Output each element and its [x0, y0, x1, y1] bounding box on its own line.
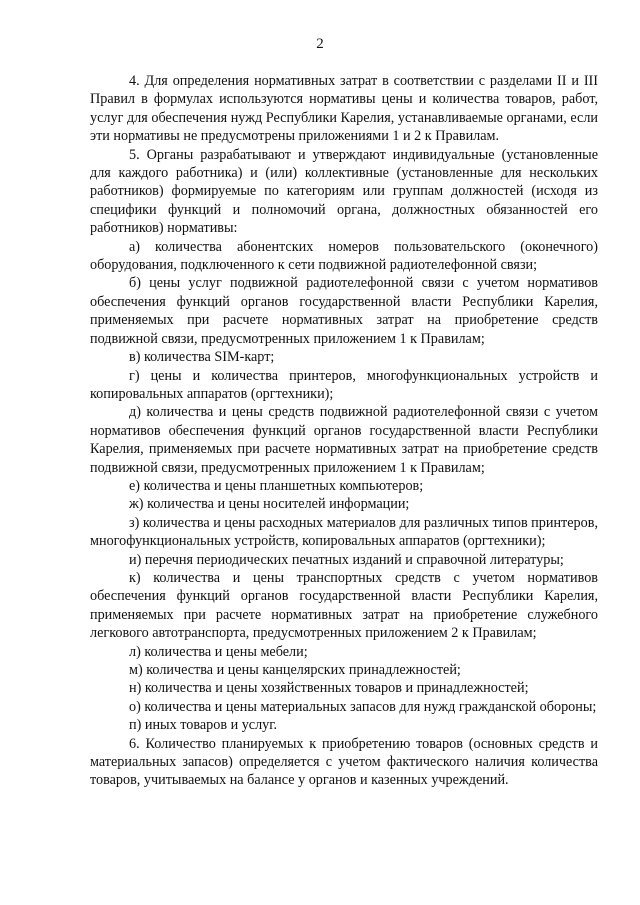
list-item-d: д) количества и цены средств подвижной радиотелефонной связи с учетом нормативов обеспечения функций органов государственной власти Республики Карелия, применяемых при расчете нормативных затрат на приобретение средств подвижной связи, предусмотренных приложением 1 к Правилам; [90, 404, 598, 476]
list-item-a: а) количества абонентских номеров пользовательского (оконечного) оборудования, подключенного к сети подвижной радиотелефонной связи; [90, 238, 598, 274]
list-item-i: и) перечня периодических печатных изданий и справочной литературы; [129, 551, 564, 568]
list-item-z: з) количества и цены расходных материалов для различных типов принтеров, многофункциональных устройств, копировальных аппаратов (оргтехники); [90, 514, 598, 550]
list-item-e: е) количества и цены планшетных компьютеров; [129, 477, 424, 494]
list-item-n: н) количества и цены хозяйственных товаров и принадлежностей; [129, 680, 529, 697]
paragraph-4: 4. Для определения нормативных затрат в соответствии с разделами II и III Правил в формулах используются нормативы цены и количества товаров, работ, услуг для обеспечения нужд Республики Карелия, устанавливаемые органами, если эти нормативы не предусмотрены приложениями 1 и 2 к Правилам. [90, 73, 598, 145]
paragraph-5: 5. Органы разрабатывают и утверждают индивидуальные (установленные для каждого работника) и (или) коллективные (установленные для нескольких работников) формируемые по категориям или группам должностей (исходя из специфики функций и полномочий органа, должностных обязанностей его работников) нормативы: [90, 146, 598, 237]
list-item-b: б) цены услуг подвижной радиотелефонной связи с учетом нормативов обеспечения функций органов государственной власти Республики Карелия, применяемых при расчете нормативных затрат на приобретение средств подвижной связи, предусмотренных приложением 1 к Правилам; [90, 275, 598, 347]
list-item-l: л) количества и цены мебели; [129, 643, 308, 660]
list-item-zh: ж) количества и цены носителей информации; [129, 496, 410, 513]
list-item-p: п) иных товаров и услуг. [129, 717, 278, 734]
list-item-v: в) количества SIM-карт; [129, 349, 275, 366]
list-item-k: к) количества и цены транспортных средств с учетом нормативов обеспечения функций органов государственной власти Республики Карелия, применяемых при расчете нормативных затрат на приобретение служебного легкового автотранспорта, предусмотренных приложением 2 к Правилам; [90, 569, 598, 642]
list-item-m: м) количества и цены канцелярских принадлежностей; [129, 662, 461, 678]
paragraph-6: 6. Количество планируемых к приобретению товаров (основных средств и материальных запасов) определяется с учетом фактического наличия количества товаров, учитываемых на балансе у органов и казенных учреждений. [90, 735, 598, 789]
list-item-o: о) количества и цены материальных запасов для нужд гражданской обороны; [129, 698, 597, 715]
list-item-g: г) цены и количества принтеров, многофункциональных устройств и копировальных аппаратов (оргтехники); [90, 367, 598, 402]
page-number: 2 [316, 36, 324, 52]
document-body [90, 72, 598, 790]
